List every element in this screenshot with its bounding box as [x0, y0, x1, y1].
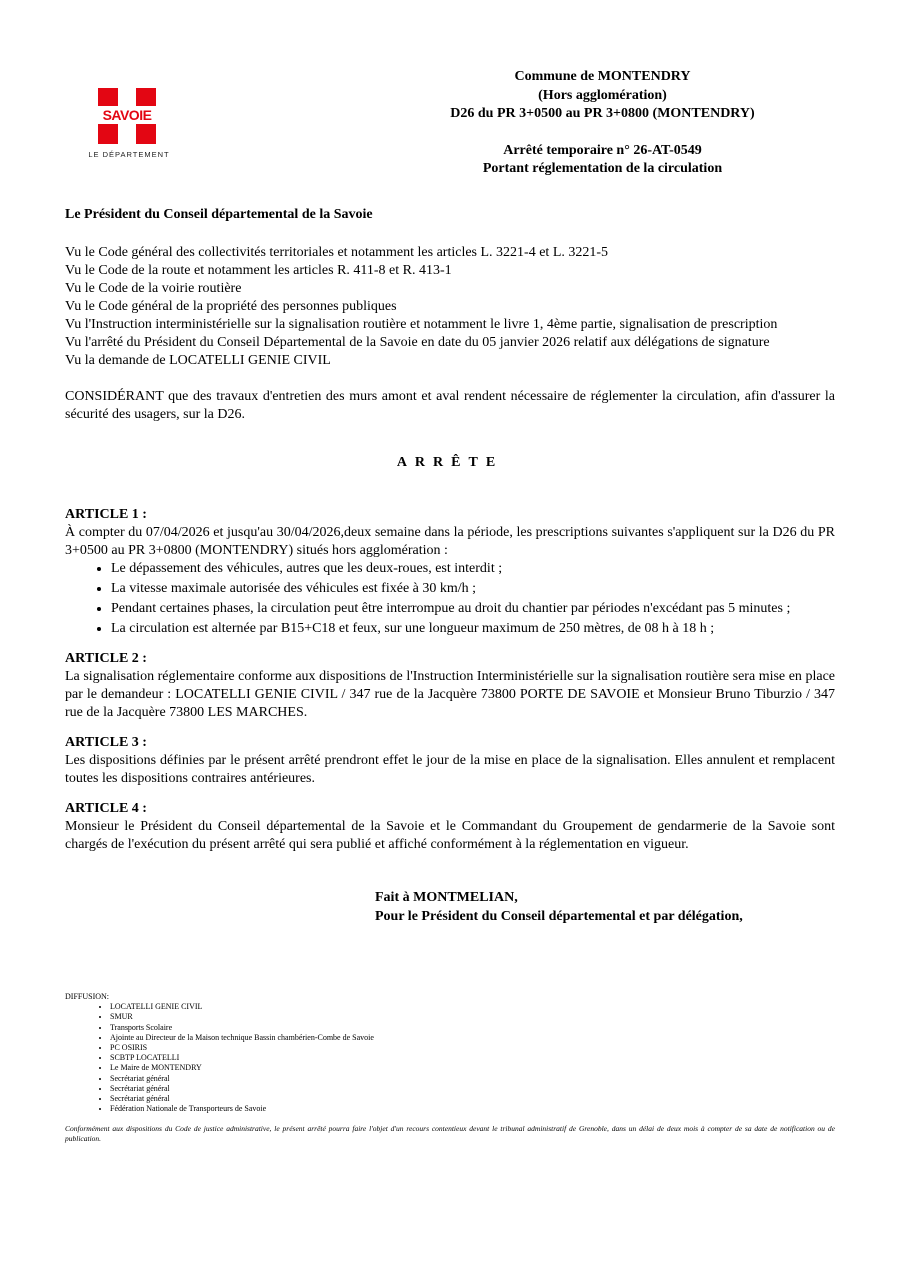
list-item: • Ajointe au Directeur de la Maison technique Bassin chambérien-Combe de Savoie: [110, 1033, 374, 1043]
vu-line: Vu la demande de LOCATELLI GENIE CIVIL: [65, 353, 331, 368]
list-item: • PC OSIRIS: [110, 1043, 374, 1053]
article-text: Les dispositions définies par le présent arrêté prendront effet le jour de la mise en place de la signalisation. Elles annulent et remplacent toutes les dispositions contraires antérieures.: [65, 753, 835, 786]
vu-line: Vu le Code général des collectivités territoriales et notamment les articles L. 3221-4 et L. 3221-5: [65, 245, 609, 260]
diffusion-block: [65, 992, 374, 1114]
article-2: [65, 650, 835, 722]
signature-block: [375, 888, 743, 926]
vu-line: Vu le Code général de la propriété des personnes publiques: [65, 299, 397, 314]
document-body: [65, 206, 835, 854]
list-item: • Le Maire de MONTENDRY: [110, 1063, 374, 1073]
article-text: Monsieur le Président du Conseil départemental de la Savoie et le Commandant du Groupement de gendarmerie de la Savoie sont chargés de l'exécution du présent arrêté qui sera publié et affiché conformément à la réglementation en vigueur.: [65, 819, 835, 852]
signature-delegation: Pour le Président du Conseil départemental et par délégation,: [375, 909, 743, 924]
commune-line: Commune de MONTENDRY: [514, 69, 691, 84]
considerant: CONSIDÉRANT que des travaux d'entretien des murs amont et aval rendent nécessaire de réglementer la circulation, afin d'assurer la sécurité des usagers, sur la D26.: [65, 389, 835, 422]
arrete-title: ARRÊTE: [396, 455, 504, 470]
arrete-number: Arrêté temporaire n° 26-AT-0549: [503, 142, 702, 158]
list-item: • La circulation est alternée par B15+C18 et feux, sur une longueur maximum de 250 mètres, de 08 h à 18 h ;: [111, 620, 835, 638]
article-3: [65, 734, 835, 788]
article-title: ARTICLE 2 :: [65, 651, 147, 666]
article-1: [65, 506, 835, 638]
logo-subtitle: LE DÉPARTEMENT: [88, 150, 170, 159]
article-4: [65, 800, 835, 854]
president-title: Le Président du Conseil départemental de la Savoie: [65, 207, 373, 222]
vu-line: Vu le Code de la route et notamment les articles R. 411-8 et R. 413-1: [65, 263, 452, 278]
vu-line: Vu le Code de la voirie routière: [65, 281, 242, 296]
list-item: • La vitesse maximale autorisée des véhicules est fixée à 30 km/h ;: [111, 580, 835, 598]
route-line: D26 du PR 3+0500 au PR 3+0800 (MONTENDRY): [450, 106, 755, 121]
list-item: • Fédération Nationale de Transporteurs de Savoie: [110, 1104, 374, 1114]
diffusion-label: DIFFUSION:: [65, 992, 110, 1001]
document-header: [380, 68, 825, 179]
savoie-logo: [86, 88, 170, 160]
article-1-bullets: [65, 560, 835, 638]
list-item: • LOCATELLI GENIE CIVIL: [110, 1002, 374, 1012]
list-item: • SCBTP LOCATELLI: [110, 1053, 374, 1063]
list-item: • Pendant certaines phases, la circulation peut être interrompue au droit du chantier par périodes n'excédant pas 5 minutes ;: [111, 600, 835, 618]
vu-line: Vu l'arrêté du Président du Conseil Départemental de la Savoie en date du 05 janvier 2026 relatif aux délégations de signature: [65, 335, 770, 350]
list-item: • SMUR: [110, 1012, 374, 1022]
article-title: ARTICLE 1 :: [65, 507, 147, 522]
article-text: À compter du 07/04/2026 et jusqu'au 30/04/2026,deux semaine dans la période, les prescriptions suivantes s'appliquent sur la D26 du PR 3+0500 au PR 3+0800 (MONTENDRY) situés hors agglomération :: [65, 525, 835, 558]
legal-footer: Conformément aux dispositions du Code de justice administrative, le présent arrêté pourra faire l'objet d'un recours contentieux devant le tribunal administratif de Grenoble, dans un délai de deux mois à compter de sa date de notification ou de publication.: [65, 1124, 835, 1143]
logo-word: SAVOIE: [86, 106, 168, 124]
list-item: • Secrétariat général: [110, 1074, 374, 1084]
diffusion-list: [65, 1002, 374, 1114]
article-text: La signalisation réglementaire conforme aux dispositions de l'Instruction Interministérielle sur la signalisation routière sera mise en place par le demandeur : LOCATELLI GENIE CIVIL / 347 rue de la Jacquère 73800 PORTE DE SAVOIE et Monsieur Bruno Tiburzio / 347 rue de la Jacquère 73800 LES MARCHES.: [65, 669, 835, 720]
zone-line: (Hors agglomération): [538, 87, 667, 103]
list-item: • Secrétariat général: [110, 1094, 374, 1104]
article-title: ARTICLE 4 :: [65, 801, 147, 816]
signature-place: Fait à MONTMELIAN,: [375, 890, 518, 905]
list-item: • Transports Scolaire: [110, 1023, 374, 1033]
arrete-object: Portant réglementation de la circulation: [482, 161, 723, 176]
vu-line: Vu l'Instruction interministérielle sur la signalisation routière et notamment le livre 1, 4ème partie, signalisation de prescription: [65, 317, 778, 332]
list-item: • Secrétariat général: [110, 1084, 374, 1094]
list-item: • Le dépassement des véhicules, autres que les deux-roues, est interdit ;: [111, 560, 835, 578]
article-title: ARTICLE 3 :: [65, 735, 147, 750]
vus-list: [65, 244, 835, 370]
